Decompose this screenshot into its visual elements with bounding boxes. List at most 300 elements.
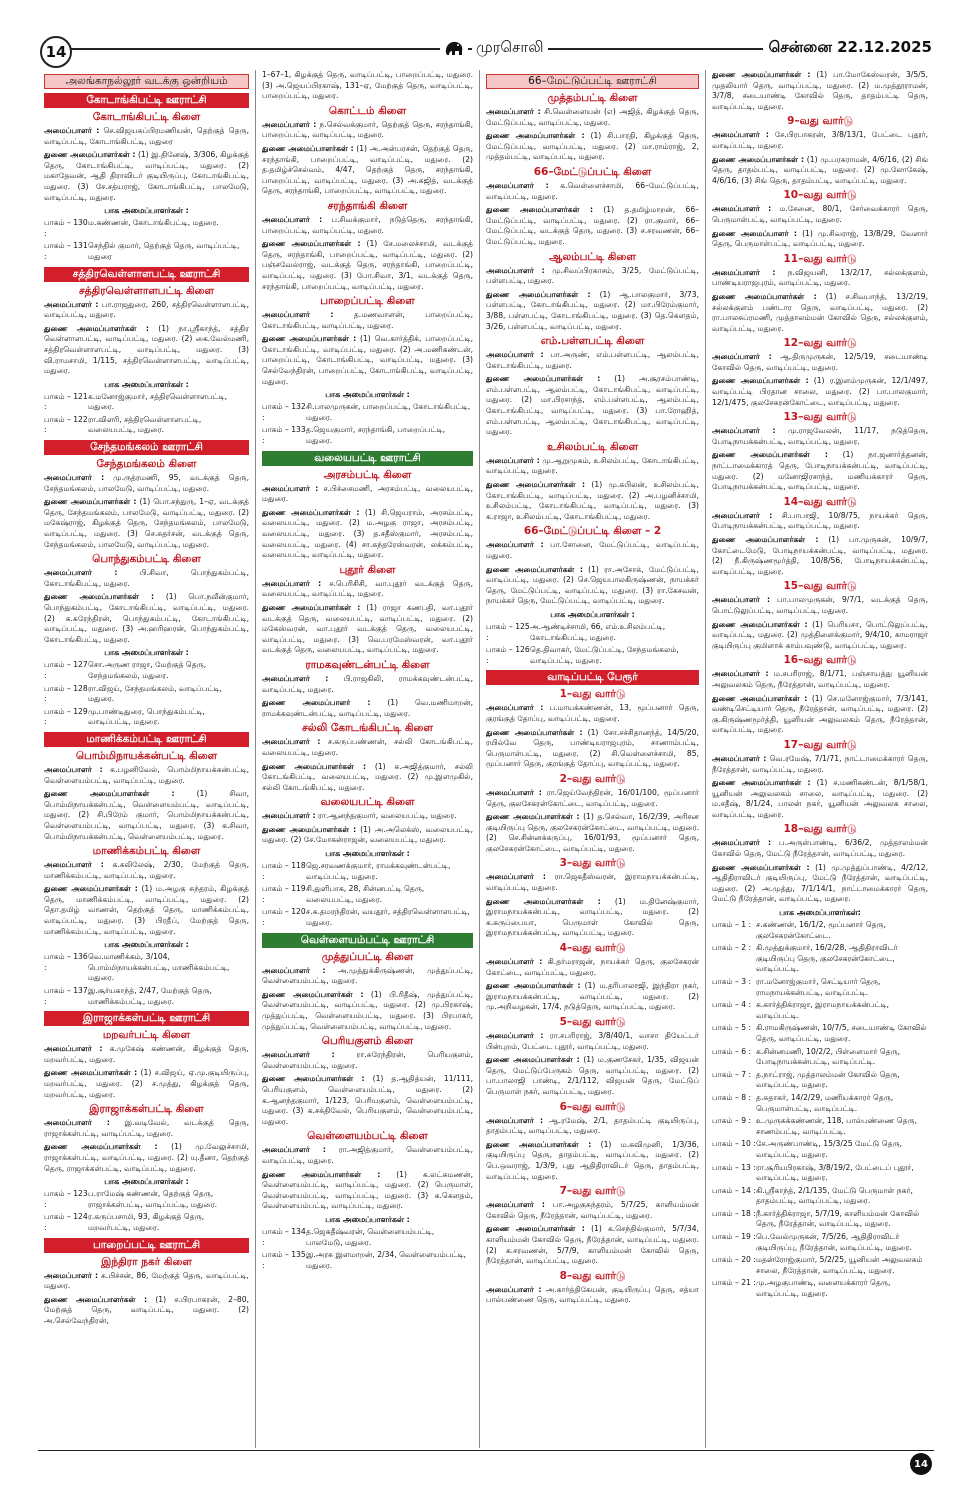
organizer-entry: [712, 838, 928, 859]
booth-entry: [712, 943, 928, 975]
organizer-entry: [486, 1116, 699, 1137]
booth-number: பாகம் – 18 :: [712, 1208, 756, 1218]
booth-organizer: ச.கண்ணன், 16/1/2, மூப்பனார் தெரு, குலசேகரன்கோட்டை.: [756, 920, 886, 940]
booth-organizer: கி.ஸ்ரீகாந்த், 2/1/135, மேட்டு பெருமாள் நகர், தாதம்பட்டி, வாடிப்பட்டி, மதுரை.: [756, 1185, 913, 1206]
branch-heading: 2–வது வார்டு: [559, 772, 626, 785]
organizer-entry: [44, 497, 249, 550]
booth-entry: [712, 1000, 928, 1021]
role-label: அமைப்பாளர் :: [486, 455, 540, 465]
role-label: துணை அமைப்பாளர்கள் :: [44, 323, 149, 333]
organizer-entry: [262, 144, 473, 197]
booth-number: பாகம் – 135 :: [262, 1250, 306, 1270]
organizer-entry: [712, 450, 928, 492]
organizer-entry: [262, 508, 473, 561]
role-label: துணை அமைப்பாளர்கள் :: [262, 143, 354, 153]
role-label: அமைப்பாளர் :: [44, 126, 100, 135]
entry-text: வெ.ரமேஷ், 7/1/71, நாட்டாமைக்காரர் தெரு, நீரேத்தான், வாடிப்பட்டி, மதுரை.: [712, 753, 928, 774]
role-label: அமைப்பாளர் :: [44, 860, 104, 870]
booth-number: பாகம் – 9 :: [712, 1116, 752, 1126]
section-header: மாணிக்கம்பட்டி ஊராட்சி: [44, 732, 249, 747]
entry-text: (1) ம.குணசேகர், 1/35, விஜயன் தெரு, மேட்டுப்பேருகம் தெரு, வாடிப்பட்டி, மதுரை. (2) பா.பாலாஜி பாண்டி, 2/1/112, விஜயன் தெரு, மேட்டுப் பெருமாள் நகர், வாடிப்பட்டி, மதுரை.: [486, 1055, 699, 1096]
entry-text: க.கலிலேஷ், 2/30, மேற்குத் தெரு, மாணிக்கம்பட்டி, வாடிப்பட்டி, மதுரை.: [44, 860, 249, 880]
entry-text: சு.பழனிவேல், பொம்மிநாயக்கன்பட்டி, வெள்ளையம்பட்டி, வாடிப்பட்டி, மதுரை.: [44, 764, 249, 785]
organizer-entry: [712, 535, 928, 577]
booth-number: பாகம் – 132 :: [262, 402, 306, 422]
entry-text: (1) ச.சிவபாந்த், 13/2/19, சல்லக்குளம் பண்டார தெரு, வாடிப்பட்டி, மதுரை. (2) ரா.பாலசுப்ரமணி, முத்தாலம்மன் கோவில் தெரு, சல்லக்குளம், வாடிப்பட்டி, மதுரை.: [712, 291, 928, 333]
entry-text: 1–67–1, கிழக்குத் தெரு, வாடிப்பட்டி, பாறைப்பட்டி, மதுரை. (3) அ.ஜெயப்பிரகாஷ், 131–ஏ, மேற்குத் தெரு, வாடிப்பட்டி, பாறைப்பட்டி, மதுரை.: [262, 70, 473, 101]
booth-entry: [44, 1212, 249, 1233]
organizer-entry: [486, 1200, 699, 1221]
role-label: துணை அமைப்பாளர்கள் :: [262, 824, 357, 834]
column-4: [706, 70, 934, 1448]
column-2: [256, 70, 480, 1448]
entry-text: (1) வெ.மணிமாறன், ராமக்கவுண்டன்பட்டி, வாடிப்பட்டி, மதுரை.: [262, 698, 473, 718]
organizer-entry: [712, 778, 928, 820]
entry-text: (1) ச.பிரபாகரன், 2–80, மேற்குத் தெரு, வாடிப்பட்டி, மதுரை. (2) அ.செல்வேந்திரன்,: [44, 1294, 249, 1325]
entry-text: (1) சி.ஜெயராம், அரசம்பட்டி, வலையபட்டி, மதுரை. (2) ம.அழகு ராஜா, அரசம்பட்டி, வலையபட்டி, மதுரை. (3) த.சதீஸ்குமார், அரசம்பட்டி, வலையபட்டி, மதுரை. (4) சா.சுந்தரேஸ்வரன், லக்கம்பட்டி, வலையபட்டி, வாடிப்பட்டி, மதுரை.: [262, 507, 473, 560]
booth-number: பாகம் – 137 :: [44, 986, 88, 1006]
role-label: அமைப்பாளர் :: [44, 1270, 99, 1280]
booth-organizer: கி.முத்துக்குமார், 16/2/28, ஆதிதிராவிடர் குடியிருப்பு தெரு, குலசேகரன்கோட்டை, வாடிப்பட்டி.: [756, 943, 898, 974]
entry-text: (1) ம.தரிபாலாஜி, இந்திரா நகர், இராமநாயக்கன்பட்டி, வாடிப்பட்டி, மதுரை. (2) மு.அறிவழகன், 17/4, நடுத்தெரு, வாடிப்பட்டி, மதுரை.: [486, 981, 699, 1012]
role-label: துணை அமைப்பாளர்கள் :: [486, 480, 586, 490]
section-header: வெள்ளையம்பட்டி ஊராட்சி: [262, 933, 473, 948]
entry-text: ச.கருப்பண்ணன், சல்லி கோடங்கிபட்டி, வலையபட்டி, மதுரை.: [262, 737, 473, 757]
role-label: அமைப்பாளர் :: [486, 787, 542, 797]
section-header: 66–மேட்டுப்பட்டி ஊராட்சி: [486, 74, 699, 89]
booth-organizer: ம.கண்ணன், கோடாங்கிபட்டி, மதுரை.: [88, 218, 219, 228]
elephant-logo-icon: [440, 36, 468, 60]
organizer-entry: [44, 860, 249, 881]
booth-entry: [712, 1139, 928, 1160]
entry-text: மு.ஆறுமுகம், உசிலம்பட்டி, கோடாங்கிபட்டி, வாடிப்பட்டி, மதுரை.: [486, 455, 699, 476]
role-label: துணை அமைப்பாளர்கள் :: [44, 1294, 148, 1304]
entry-text: செ.விஜயசுப்பிரமணியன், தெற்குத் தெரு, வாடிப்பட்டி, கோடாங்கிபட்டி, மதுரை: [44, 126, 249, 146]
organizer-entry: [712, 155, 928, 187]
entry-text: (1) செ.மனோஜ்குமார், 7/3/141, வண்டிசெட்டியார் தெரு, நீரேத்தான், வாடிப்பட்டி, மதுரை. (2) கு.கிருஷ்ணமூர்த்தி, யூனியன் அலுவலகம் தெரு, நீரேத்தான், வாடிப்பட்டி, மதுரை.: [712, 693, 928, 735]
booth-organizer: செந்தில் குமார், தெற்குத் தெரு, வாடிப்பட்டி, மதுரை: [88, 241, 240, 261]
entry-text: சே.பிரபாகரன், 3/8/13/1, பேட்டை புதூர், வாடிப்பட்டி, மதுரை.: [712, 130, 928, 150]
entry-text: (1) க.அஜித்குமார், சல்லி கோடங்கிபட்டி, வலையபட்டி, மதுரை. (2) மு.இளமுகில், சல்லி கோடங்கிபட்டி, மதுரை.: [262, 761, 473, 792]
booth-entry: [44, 986, 249, 1007]
entry-text: (1) பொ.சந்துரு, 1–ஏ, வடக்குத் தெரு, சேந்தமங்கலம், பாலமேடு, வாடிப்பட்டி, மதுரை. (2) மகேஷ்ராஜ், கிழக்குத் தெரு, சேந்தமங்கலம், பாலமேடு, வாடிப்பட்டி, மதுரை. (3) செ.சுதர்சன், வடக்குத் தெரு, சேந்தமங்கலம், பாலமேடு, வாடிப்பட்டி, மதுரை.: [44, 497, 250, 549]
entry-text: பா.சோனை, மேட்டுப்பட்டி, வாடிப்பட்டி, மதுரை.: [486, 540, 699, 560]
entry-text: அ.முத்துக்கிருஷ்ணன், முத்துப்பட்டி, வெள்ளையம்பட்டி, மதுரை.: [262, 965, 473, 986]
role-label: துணை அமைப்பாளர்கள் :: [712, 450, 828, 460]
branch-heading: 1–வது வார்டு: [559, 688, 626, 701]
booth-number: பாகம் – 123 :: [44, 1189, 88, 1209]
column-1: [38, 70, 256, 1448]
organizer-entry: [486, 728, 699, 770]
branch-heading: 12–வது வார்டு: [783, 337, 857, 350]
entry-text: (1) நா.ஜனார்த்தனன், நாட்டாமைக்காரத் தெரு, போடிநாயக்கன்பட்டி, வாடிப்பட்டி, மதுரை. (2) மனோஜிரசாந்த், மணியக்காரர் தெரு, போடிநாயக்கன்பட்டி, வாடிப்பட்டி, மதுரை.: [712, 450, 928, 492]
booth-number: பாகம் – 6 :: [712, 1046, 752, 1056]
entry-text: ப.மாயக்கண்ணன், 13, மூப்பனார் தெரு, குரங்குத் தோப்பு, வாடிப்பட்டி, மதுரை.: [486, 703, 699, 723]
booth-number: பாகம் – 125 :: [486, 621, 530, 642]
entry-text: (1) மு.பரசுராமன், 4/6/16, (2) சிங் தெரு, தாதம்பட்டி, வாடிப்பட்டி, மதுரை. (2) மு.லோகேஷ், 4/6/16, (3) சிங் தெரு, தாதம்பட்டி, வாடிப்பட்டி, மதுரை.: [712, 154, 929, 185]
booth-organizer: கி.ராமகிருஷ்ணன், 10/7/5, சடையாண்டி கோவில் தெரு, வாடிப்பட்டி, மதுரை.: [756, 1023, 927, 1043]
entry-text: பா.ராஜதுரை, 260, சத்திரவெள்ளாளபட்டி, வாடிப்பட்டி, மதுரை.: [44, 299, 249, 320]
booth-entry: [712, 1116, 928, 1137]
role-label: துணை அமைப்பாளர்கள் :: [262, 239, 361, 249]
organizer-entry: [44, 324, 249, 377]
booth-organizer: சொ.அருண ராஜா, மேற்குத் தெரு, சேந்தமங்கலம், மதுரை.: [88, 660, 207, 680]
entry-text: (1) பி.ரிதீஷ், முத்துப்பட்டி, வெள்ளையம்பட்டி, வாடிப்பட்டி, மதுரை. (2) மு.பிரகாஷ், முத்துப்பட்டி, வெள்ளையம்பட்டி, மதுரை. (3) பிரபாகர், முத்துப்பட்டி, வெள்ளையம்பட்டி, வாடிப்பட்டி, மதுரை.: [262, 989, 473, 1031]
branch-heading: சத்திரவெள்ளாளபட்டி கிளை: [78, 284, 214, 297]
entry-text: க.வெள்ளைச்சாமி, 66–மேட்டுப்பட்டி, வாடிப்பட்டி, மதுரை.: [486, 180, 699, 201]
organizer-entry: [44, 789, 249, 842]
entry-text: ரா.ஜெகதீஸ்வரன், இராமநாயக்கன்பட்டி, வாடிப்பட்டி, மதுரை.: [486, 872, 699, 893]
role-label: அமைப்பாளர் :: [486, 872, 546, 882]
entry-text: (1) மு.சுபிலன், உசிலம்பட்டி, கோடாங்கிபட்டி, வாடிப்பட்டி, மதுரை. (2) அ.பழனிச்சாமி, உசிலம்பட்டி, கோடாங்கிபட்டி, வாடிப்பட்டி, மதுரை. (3) க.ராஜா, உசிலம்பட்டி, கோடாங்கிபட்டி, மதுரை.: [486, 480, 699, 521]
role-label: துணை அமைப்பாளர்கள் :: [712, 535, 819, 544]
branch-heading: 14–வது வார்டு: [783, 495, 857, 508]
branch-heading: அரசம்பட்டி கிளை: [323, 468, 412, 481]
organizer-entry: [712, 694, 928, 736]
organizer-entry: [262, 825, 473, 846]
booth-organizer: க.கார்த்திக்ராஜா, இராமநாயக்கன்பட்டி, வாடிப்பட்டி.: [756, 1000, 890, 1020]
role-label: துணை அமைப்பாளர் :: [262, 698, 371, 708]
entry-text: பா.பாலமுருகன், 9/7/1, வடக்குத் தெரு, பொட்டுலுப்பட்டி, வாடிப்பட்டி, மதுரை.: [712, 595, 928, 615]
booth-organizer: க.மனோஜ்குமார், சத்திரவெள்ளாளபட்டி, மதுரை.: [88, 391, 228, 412]
branch-heading: மறவர்பட்டி கிளை: [102, 1029, 191, 1042]
booth-entry: [486, 645, 699, 666]
booth-number: பாகம் – 136 :: [44, 952, 88, 972]
role-label: அமைப்பாளர் :: [44, 1044, 103, 1054]
role-label: துணை அமைப்பாளர்கள் :: [712, 291, 817, 301]
entry-text: (1) மு.சிவராஜ், 13/8/29, வேளார் தெரு, பெருமாள்பட்டி, வாடிப்பட்டி, மதுரை.: [712, 228, 928, 249]
booth-organizer: மு.அழகுபாண்டி, வளையக்காரர் தெரு, வாடிப்பட்டி, மதுரை.: [756, 1278, 891, 1299]
role-label: அமைப்பாளர் :: [486, 957, 543, 967]
role-label: அமைப்பாளர் :: [262, 811, 316, 821]
entry-text: இ.வடிவேல், வடக்குத் தெரு, ராஜாக்கள்பட்டி, வாடிப்பட்டி, மதுரை.: [44, 1118, 249, 1138]
organizer-entry: [262, 70, 473, 102]
organizer-entry: [44, 300, 249, 321]
role-label: அமைப்பாளர் :: [486, 350, 544, 360]
organizer-entry: [486, 812, 699, 854]
booth-entry: [712, 920, 928, 941]
organizer-entry: [712, 863, 928, 905]
booth-organizer: தெ.திவாகர், மேட்டுப்பட்டி, சேந்தமங்கலம், வாடிப்பட்டி, மதுரை.: [530, 645, 679, 665]
organizer-entry: [262, 1145, 473, 1166]
role-label: துணை அமைப்பாளர்கள் :: [712, 376, 809, 386]
booth-organizer: சி.துளிபாக, 28, சின்னபட்டி தெரு, வலையபட்டி, மதுரை.: [306, 884, 425, 904]
booth-entry: [262, 884, 473, 905]
organizer-entry: [262, 811, 473, 822]
entry-text: (1) நா.ஸ்ரீகாந்த், சத்திர வெள்ளாளபட்டி, வாடிப்பட்டி, மதுரை. (2) கை.வேல்மணி, சத்திரவெள்ளாளபட்டி, வாடிப்பட்டி, மதுரை. (3) வி.ராமசாமி, 1/115, சத்திரவெள்ளாளபட்டி, வாடிப்பட்டி, மதுரை.: [44, 323, 249, 376]
role-label: அமைப்பாளர் :: [44, 568, 118, 578]
role-label: அமைப்பாளர் :: [712, 838, 772, 848]
branch-heading: 66–மேட்டுப்பட்டி கிளை – 2: [523, 525, 662, 538]
branch-heading: 4–வது வார்டு: [559, 942, 626, 955]
booth-entry: [44, 684, 249, 705]
role-label: துணை அமைப்பாளர்கள் :: [262, 507, 360, 517]
role-label: துணை அமைப்பாளர்கள் :: [262, 989, 364, 999]
booth-organizers-label: பாக அமைப்பாளர்கள் :: [550, 609, 635, 619]
entry-text: மு.சிவப்பிரகாசம், 3/25, மேட்டுப்பட்டி, பள்ளபட்டி, மதுரை.: [486, 265, 699, 286]
role-label: அமைப்பாளர் :: [44, 1118, 110, 1128]
organizer-entry: [486, 480, 699, 522]
entry-text: சு.பிச்சன், 86, மேற்குத் தெரு, வாடிப்பட்டி, மதுரை.: [44, 1270, 249, 1291]
booth-number: பாகம் – 128 :: [44, 683, 88, 704]
booth-entry: [712, 1070, 928, 1091]
organizer-entry: [712, 426, 928, 447]
role-label: துணை அமைப்பாளர்கள் :: [262, 761, 367, 771]
role-label: துணை அமைப்பாளர்கள் :: [486, 812, 580, 822]
role-label: அமைப்பாளர் :: [486, 1284, 542, 1294]
newspaper-name: முரசொலி: [472, 38, 548, 58]
booth-organizer: த.ஜெகதீஷ்வரன், வெள்ளையம்பட்டி, பாலமேடு, மதுரை.: [306, 1226, 435, 1247]
branch-heading: மாணிக்கம்பட்டி கிளை: [92, 845, 201, 858]
branch-heading: புதூர் கிளை: [339, 563, 396, 576]
branch-heading: வலையபட்டி கிளை: [320, 796, 415, 809]
organizer-entry: [486, 540, 699, 561]
organizer-entry: [486, 872, 699, 893]
organizer-entry: [486, 456, 699, 477]
page-header: [0, 0, 972, 62]
booth-organizer: ரா.விஜய், சேந்தமங்கலம், வாடிப்பட்டி, மதுரை.: [88, 683, 222, 704]
entry-text: (1) ரா.அசோக், மேட்டுப்பட்டி, வாடிப்பட்டி, மதுரை. (2) செ.ஜெயபாலகிருஷ்ணன், நாயக்கர் தெரு, மேட்டுப்பட்டி, வாடிப்பட்டி, மதுரை. (3) ரா.கேசவன், நாயக்கர் தெரு, மேட்டுப்பட்டி, வாடிப்பட்டி, மதுரை.: [486, 564, 699, 606]
booth-number: பாகம் – 5 :: [712, 1023, 752, 1033]
booth-entry: [44, 218, 249, 239]
role-label: அமைப்பாளர் :: [486, 540, 544, 550]
role-label: அமைப்பாளர் :: [262, 737, 321, 747]
entry-text: ரா.சபரிராஜ், 3/8/40/1, வாசா தியேட்டர் பின்புறம், பேட்டை புதூர், வாடிப்பட்டி, மதுரை.: [486, 1031, 699, 1051]
booth-entry: [712, 1093, 928, 1114]
branch-heading: 16–வது வார்டு: [783, 654, 857, 667]
entry-text: ப.சிவக்குமார், நடுத்தெரு, சரந்தாங்கி, பாறைப்பட்டி, வாடிப்பட்டி, மதுரை.: [262, 214, 473, 235]
organizer-entry: [262, 484, 473, 505]
section-header: பாறைப்பட்டி ஊராட்சி: [44, 1238, 249, 1253]
organizer-entry: [262, 762, 473, 794]
role-label: அமைப்பாளர் :: [712, 352, 772, 362]
booth-organizers-label: பாக அமைப்பாளர்கள் :: [104, 940, 189, 950]
entry-text: (1) ச.விஜய், ஏ.மு.குடியிருப்பு, மறவர்பட்டி, மதுரை. (2) ச.முத்து, கிழக்குத் தெரு, மறவர்பட்டி, மதுரை.: [44, 1068, 249, 1099]
role-label: துணை அமைப்பாளர்கள் :: [486, 564, 583, 574]
organizer-entry: [44, 592, 249, 645]
role-label: அமைப்பாளர் :: [486, 265, 545, 275]
organizer-entry: [712, 130, 928, 151]
entry-text: (1) பெரியசா, பொட்டுலுப்பட்டி, வாடிப்பட்டி, மதுரை. (2) முத்திளைக்குமார், 9/4/10, காமராஜர் குடியிருப்பு குமிளாக் காம்பவுண்டு, வாடிப்பட்டி, மதுரை.: [712, 619, 929, 650]
branch-heading: பாறைப்பட்டி கிளை: [320, 295, 415, 308]
entry-text: கி.தர்மராஜன், நாயக்கர் தெரு, குலசேகரன் கோட்டை, வாடிப்பட்டி, மதுரை.: [486, 957, 699, 977]
role-label: அமைப்பாளர் :: [712, 510, 773, 520]
role-label: துணை அமைப்பாளர்கள் :: [486, 205, 594, 215]
branch-heading: எம்.பள்ளபட்டி கிளை: [540, 335, 645, 348]
booth-organizer: மு.பாண்டிதுரை, பொந்துகம்பட்டி, வாடிப்பட்டி, மதுரை.: [88, 706, 205, 727]
booth-entry: [44, 1189, 249, 1210]
role-label: துணை அமைப்பாளர்கள் :: [712, 778, 811, 788]
organizer-entry: [262, 966, 473, 987]
entry-text: ந.செல்வக்குமார், தெற்குத் தெரு, சரந்தாங்கி, பாறைப்பட்டி, வாடிப்பட்டி, மதுரை.: [262, 119, 473, 140]
entry-text: (1) த.செல்வா, 16/2/39, அரிசன குடியிருப்பு தெரு, குலசேகரன்கோட்டை, வாடிப்பட்டி, மதுரை. (2) செ.சின்னக்கருப்பு, 16/01/93, மூப்பனார் தெரு, குலசேகரன்கோட்டை, வாடிப்பட்டி, மதுரை.: [486, 812, 699, 853]
entry-text: ம.சபரிராஜ், 8/1/71, பஞ்சாயத்து யூனியன் அலுவலகம் தெரு, நீரேத்தான், வாடிப்பட்டி, மதுரை.: [712, 669, 928, 689]
organizer-entry: [712, 70, 928, 112]
booth-number: பாகம் – 3 :: [712, 977, 752, 986]
entry-text: (1) சோ.சச்சிதானந்த், 14/5/20, ரயில்வே தெரு, பாண்டியராஜபுரம், சாணாம்பட்டி, பெருமாள்பட்டி, மதுரை. (2) சி.வெள்ளைச்சாமி, 85, மூப்பனார் தெரு, குரங்குத் தோப்பு, வாடிப்பட்டி, மதுரை.: [486, 727, 699, 769]
branch-heading: சல்லி கோடங்கிபட்டி கிளை: [302, 722, 433, 735]
branch-heading: சரந்தாங்கி கிளை: [327, 199, 408, 212]
role-label: துணை அமைப்பாளர்கள் :: [44, 884, 138, 894]
entry-text: (1) சி.பாரதி, கிழக்குத் தெரு, மேட்டுப்பட்டி, வாடிப்பட்டி, மதுரை. (2) மா.ராம்ராஜ், 2, முத்தம்பட்டி, வாடிப்பட்டி, மதுரை.: [486, 131, 699, 162]
booth-number: பாகம் – 130 :: [44, 218, 88, 238]
booth-organizer: ர.கருப்பசாமி, 93, கிழக்குத் தெரு, மறவர்பட்டி, மதுரை.: [88, 1212, 205, 1232]
branch-heading: இந்திரா நகர் கிளை: [101, 1255, 192, 1268]
entry-text: ச.பிச்சைமணி, அரசம்பட்டி, வலையபட்டி, மதுரை.: [262, 483, 473, 504]
booth-number: பாகம் – 4 :: [712, 1000, 752, 1010]
entry-text: (1) ம.அழகு சுந்தரம், கிழக்குத் தெரு, மாணிக்கம்பட்டி, வாடிப்பட்டி, மதுரை. (2) தொ.தமிழ் வாணன், தெற்குத் தெரு, மாணிக்கம்பட்டி, வாடிப்பட்டி, மதுரை. (3) பிரதீப், மேற்குத் தெரு, மாணிக்கம்பட்டி, வாடிப்பட்டி, மதுரை.: [44, 884, 249, 936]
booth-number: பாகம் – 2 :: [712, 943, 752, 953]
organizer-entry: [262, 310, 473, 331]
branch-heading: 13–வது வார்டு: [783, 411, 857, 424]
booth-entry: [262, 1227, 473, 1248]
organizer-entry: [262, 215, 473, 236]
entry-text: (1) ம.கவிமுனி, 1/3/36, குடியிருப்பு தெரு, தாதம்பட்டி, வாடிப்பட்டி, மதுரை. (2) பெ.ஒவராஜ், 1/3/9, புது ஆதிதிராவிடர் தெரு, தாதம்பட்டி, வாடிப்பட்டி, மதுரை.: [486, 1139, 699, 1181]
role-label: துணை அமைப்பாளர்கள் :: [44, 1142, 158, 1152]
booth-organizer: அ.ஆண்டிச்சாமி, 66, எம்.உசிலம்பட்டி, கோடாங்கிபட்டி, மதுரை.: [530, 621, 666, 642]
organizer-entry: [262, 698, 473, 719]
role-label: துணை அமைப்பாளர்கள் :: [486, 1139, 592, 1149]
branch-heading: சேந்தமங்கலம் கிளை: [96, 458, 197, 471]
organizer-entry: [262, 990, 473, 1032]
booth-entry: [262, 425, 473, 446]
role-label: துணை அமைப்பாளர்கள் :: [486, 289, 591, 299]
booth-organizer: வெ.மாணிக்கம், 3/104, பொம்மிநாயக்கன்பட்டி, மாணிக்கம்பட்டி, மதுரை.: [88, 952, 230, 983]
role-label: அமைப்பாளர் :: [712, 595, 771, 605]
organizer-entry: [712, 204, 928, 225]
entry-text: பி.ராஜகிலி, ராமக்கவுண்டன்பட்டி, வாடிப்பட்டி, மதுரை.: [262, 673, 473, 694]
booth-number: பாகம் – 118 :: [262, 861, 306, 881]
booth-entry: [262, 907, 473, 928]
section-header: சேந்தமங்கலம் ஊராட்சி: [44, 440, 249, 455]
page-number: 14: [40, 36, 72, 68]
role-label: துணை அமைப்பாளர்கள் :: [44, 1068, 138, 1078]
organizer-entry: [262, 579, 473, 600]
booth-number: பாகம் – 10 :: [712, 1139, 756, 1149]
booth-organizer: க.சின்னமணி, 10/2/2, பிள்ளைமார் தெரு, போடிநாயக்கன்பட்டி, வாடிப்பட்டி.: [756, 1046, 901, 1067]
booth-entry: [44, 392, 249, 413]
role-label: அமைப்பாளர் :: [486, 703, 544, 713]
booth-number: பாகம் – 122 :: [44, 414, 88, 435]
booth-entry: [44, 415, 249, 436]
branch-heading: 15–வது வார்டு: [783, 580, 857, 593]
entry-text: த.மணவாளன், பாறைப்பட்டி, கோடாங்கிபட்டி, வாடிப்பட்டி, மதுரை.: [262, 310, 473, 330]
booth-organizers-label: பாக அமைப்பாளர்கள் :: [104, 1177, 189, 1187]
organizer-entry: [486, 1224, 699, 1266]
entry-text: (1) சிவா, பொம்மிநாயக்கன்பட்டி, வெள்ளையம்பட்டி, வாடிப்பட்டி, மதுரை. (2) சி.பிரேம் குமார், பொம்மிநாயக்கன்பட்டி, வெள்ளையம்பட்டி, வாடிப்பட்டி, மதுரை. (3) க.சிவா, பொம்மிநாயக்கன்பட்டி, வெள்ளையம்பட்டி, மதுரை.: [44, 789, 249, 841]
entry-text: ச.பெரிசிசி, வா.புதூர் வடக்குத் தெரு, வலையபட்டி, வாடிப்பட்டி, மதுரை.: [262, 578, 473, 599]
branch-heading: 11–வது வார்டு: [783, 252, 857, 265]
role-label: துணை அமைப்பாளர்கள் :: [44, 789, 175, 799]
booth-entry: [44, 660, 249, 681]
entry-text: (1) க.செந்தில்குமார், 5/7/34, காளியம்மன் கோவில் தெரு, நீரேத்தான், வாடிப்பட்டி, மதுரை. (2) க.சரவணன், 5/7/9, காளியம்மன் கோவில் தெரு, நீரேத்தான், வாடிப்பட்டி, மதுரை.: [486, 1224, 700, 1266]
role-label: துணை அமைப்பாளர்கள் :: [486, 374, 601, 384]
organizer-entry: [262, 334, 473, 387]
booth-organizer: ஜெ.சரவணக்குமார், ராமக்கவுண்டன்பட்டி, வாடிப்பட்டி, மதுரை.: [306, 861, 451, 881]
organizer-entry: [44, 1044, 249, 1065]
booth-entry: [712, 1186, 928, 1207]
organizer-entry: [712, 754, 928, 775]
branch-heading: பொந்துகம்பட்டி கிளை: [92, 553, 201, 566]
role-label: துணை அமைப்பாளர்கள் :: [262, 1169, 381, 1179]
role-label: அமைப்பாளர் :: [262, 310, 334, 320]
booth-entry: [712, 1047, 928, 1068]
organizer-entry: [486, 107, 699, 128]
booth-organizer: சி.பாலமுருகன், பாறைப்பட்டி, கோடாங்கிபட்டி, மதுரை.: [306, 402, 471, 422]
entry-text: ப.அருள்பாண்டி, 6/36/2, முத்தாலம்மன் கோவில் தெரு, மேட்டு நீரேத்தான், வாடிப்பட்டி, மதுரை.: [712, 838, 928, 859]
organizer-entry: [44, 473, 249, 494]
booth-entry: [44, 241, 249, 262]
booth-number: பாகம் – 124 :: [44, 1212, 88, 1232]
section-header: சத்திரவெள்ளாளபட்டி ஊராட்சி: [44, 267, 249, 282]
entry-text: ஆ.திருமுருகன், 12/5/19, சடையாண்டி கோவில் தெரு, வாடிப்பட்டி, மதுரை.: [712, 352, 928, 372]
entry-text: பா.அருண், எம்.பள்ளபட்டி, ஆலம்பட்டி, கோடாங்கிபட்டி, மதுரை.: [486, 350, 699, 370]
role-label: துணை அமைப்பாளர்கள் :: [712, 154, 805, 164]
booth-number: பாகம் – 134 :: [262, 1226, 306, 1247]
section-header: இராஜாக்கள்பட்டி ஊராட்சி: [44, 1011, 249, 1026]
booth-organizers-label: பாக அமைப்பாளர்கள் :: [325, 849, 410, 859]
entry-text: ரா.ஆனந்தகுமார், வலையபட்டி, மதுரை.: [317, 811, 457, 821]
organizer-entry: [712, 292, 928, 334]
booth-number: பாகம் – 119 :: [262, 884, 306, 904]
entry-text: ம.சேனை, 80/1, சேர்வைக்காரர் தெரு, பெருமாள்பட்டி, வாடிப்பட்டி, மதுரை.: [712, 204, 928, 224]
booth-number: பாகம் – 133 :: [262, 425, 306, 446]
role-label: அமைப்பாளர் :: [712, 204, 772, 214]
organizer-entry: [712, 268, 928, 289]
entry-text: (1) ராஜா கணபதி, வா.புதூர் வடக்குத் தெரு, வலையபட்டி, வாடிப்பட்டி, மதுரை. (2) மகேஸ்வரன், வா.புதூர் வடக்குத் தெரு, வலையபட்டி, வாடிப்பட்டி, மதுரை. (3) வெ.பரமேஸ்வரன், வா.புதூர் வடக்குத் தெரு, வலையபட்டி, வாடிப்பட்டி, மதுரை.: [262, 602, 474, 655]
booth-organizer: சே.அருண்பாண்டி, 15/3/25 மேட்டு தெரு, வாடிப்பட்டி, மதுரை.: [756, 1139, 903, 1159]
footer-page-number: 14: [910, 1453, 932, 1475]
organizer-entry: [712, 595, 928, 616]
organizer-entry: [262, 1074, 473, 1127]
booth-entry: [712, 1232, 928, 1253]
section-header: கோடாங்கிபட்டி ஊராட்சி: [44, 93, 249, 108]
branch-heading: 8–வது வார்டு: [559, 1269, 626, 1282]
role-label: துணை அமைப்பாளர் :: [712, 228, 797, 238]
booth-number: பாகம் – 1 :: [712, 920, 752, 930]
organizer-entry: [712, 669, 928, 690]
entry-text: அ.கார்த்திகேயன், குடியிருப்பு தெரு, சத்யா பால்பண்ணை தெரு, வாடிப்பட்டி, மதுரை.: [486, 1284, 699, 1305]
booth-number: பாகம் – 8 :: [712, 1092, 752, 1102]
role-label: அமைப்பாளர் :: [486, 107, 541, 116]
organizer-entry: [486, 565, 699, 607]
role-label: துணை அமைப்பாளர்கள் :: [44, 150, 136, 160]
booth-organizer: ப.ராமேஷ் கண்ணன், தெற்குத் தெரு, ராஜாக்கள்பட்டி, வாடிப்பட்டி, மதுரை.: [88, 1189, 218, 1209]
entry-text: மு.ருத்ரமணி, 95, வடக்குத் தெரு, சேந்தமங்கலம், பாலமேடு, வாடிப்பட்டி, மதுரை.: [44, 473, 249, 493]
role-label: அமைப்பாளர் :: [44, 764, 103, 774]
role-label: அமைப்பாளர் :: [44, 473, 105, 483]
role-label: அமைப்பாளர் :: [262, 483, 319, 493]
role-label: அமைப்பாளர் :: [262, 214, 323, 224]
role-label: துணை அமைப்பாளர்கள் :: [44, 497, 137, 507]
role-label: துணை அமைப்பாளர்கள் :: [712, 70, 811, 79]
section-header: அலங்காநல்லூர் வடக்கு ஒன்றியம்: [44, 74, 249, 89]
booth-organizers-label: பாக அமைப்பாளர்கள் :: [104, 379, 189, 389]
branch-heading: 18–வது வார்டு: [783, 823, 857, 836]
booth-entry: [712, 1209, 928, 1230]
branch-heading: 7–வது வார்டு: [559, 1185, 626, 1198]
booth-number: பாகம் – 19 :: [712, 1232, 756, 1242]
branch-heading: முத்தம்பட்டி கிளை: [547, 92, 638, 104]
booth-entry: [262, 861, 473, 882]
branch-heading: 9–வது வார்டு: [787, 115, 853, 128]
booth-number: பாகம் – 120 :: [262, 907, 306, 928]
role-label: அமைப்பாளர் :: [44, 299, 99, 309]
organizer-entry: [486, 788, 699, 809]
branch-heading: 5–வது வார்டு: [559, 1016, 626, 1028]
booth-organizer: இ.சூர்யகாந்த், 2/47, மேற்குத் தெரு, மாணிக்கம்பட்டி, மதுரை.: [88, 986, 212, 1006]
organizer-entry: [486, 205, 699, 247]
